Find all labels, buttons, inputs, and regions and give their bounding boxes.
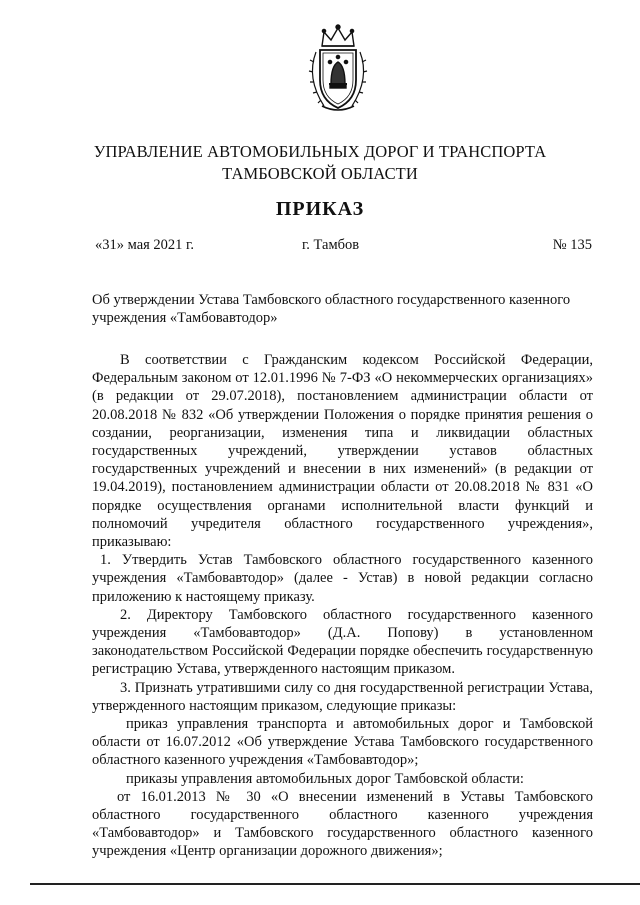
coat-of-arms-emblem	[300, 22, 376, 116]
repealed-order-1: приказ управления транспорта и автомобильных дорог и Тамбовской области от 16.07.2012 «Об утверждение Устава Тамбовского государственного областного казенного учреждения «Тамбовавтодор»;	[92, 716, 593, 769]
document-number: № 135	[552, 237, 592, 253]
organization-region: ТАМБОВСКОЙ ОБЛАСТИ	[222, 164, 418, 183]
page-bottom-rule	[30, 883, 640, 885]
preamble-paragraph: В соответствии с Гражданским кодексом Российской Федерации, Федеральным законом от 12.01.1996 № 7-ФЗ «О некоммерческих организациях» (в редакции от 29.07.2018), постановлением администрации области от 20.08.2018 № 832 «Об утверждении Положения о порядке принятия решения о создании, реорганизации, изменения типа и ликвидации областных государственных учреждений, утверждении уставов областных государственных учреждений и внесении в них изменений» (в редакции от 19.04.2019), постановлением администрации области от 20.08.2018 № 831 «О порядке осуществления органами исполнительной власти функций и полномочий учредителя областного государственного учреждения», приказываю:	[92, 352, 593, 551]
order-item-2: 2. Директору Тамбовского областного государственного казенного учреждения «Тамбовавтодор» (Д.А. Попову) в установленном законодательством Российской Федерации порядке обеспечить государственную регистрацию Устава, утвержденного настоящим приказом.	[92, 606, 593, 678]
order-item-3: 3. Признать утратившими силу со дня государственной регистрации Устава, утвержденного настоящим приказом, следующие приказы:	[92, 679, 593, 714]
repealed-orders-heading: приказы управления автомобильных дорог Тамбовской области:	[126, 770, 524, 787]
document-date: «31» мая 2021 г.	[95, 237, 194, 253]
document-subject: Об утверждении Устава Тамбовского областного государственного казенного учреждения «Тамбовавтодор»	[92, 292, 571, 326]
order-item-1: 1. Утвердить Устав Тамбовского областного государственного казенного учреждения «Тамбовавтодор» (далее - Устав) в новой редакции согласно приложению к настоящему приказу.	[92, 552, 593, 605]
organization-name: УПРАВЛЕНИЕ АВТОМОБИЛЬНЫХ ДОРОГ И ТРАНСПОРТА	[93, 142, 547, 161]
document-city: г. Тамбов	[302, 237, 360, 253]
document-body	[92, 351, 593, 861]
document-title: ПРИКАЗ	[275, 198, 365, 220]
repealed-order-2: от 16.01.2013 № 30 «О внесении изменений в Уставы Тамбовского областного государственного областного казенного учреждения «Тамбовавтодор» и Тамбовского государственного областного казенного учреждения «Центр организации дорожного движения»;	[92, 788, 593, 860]
